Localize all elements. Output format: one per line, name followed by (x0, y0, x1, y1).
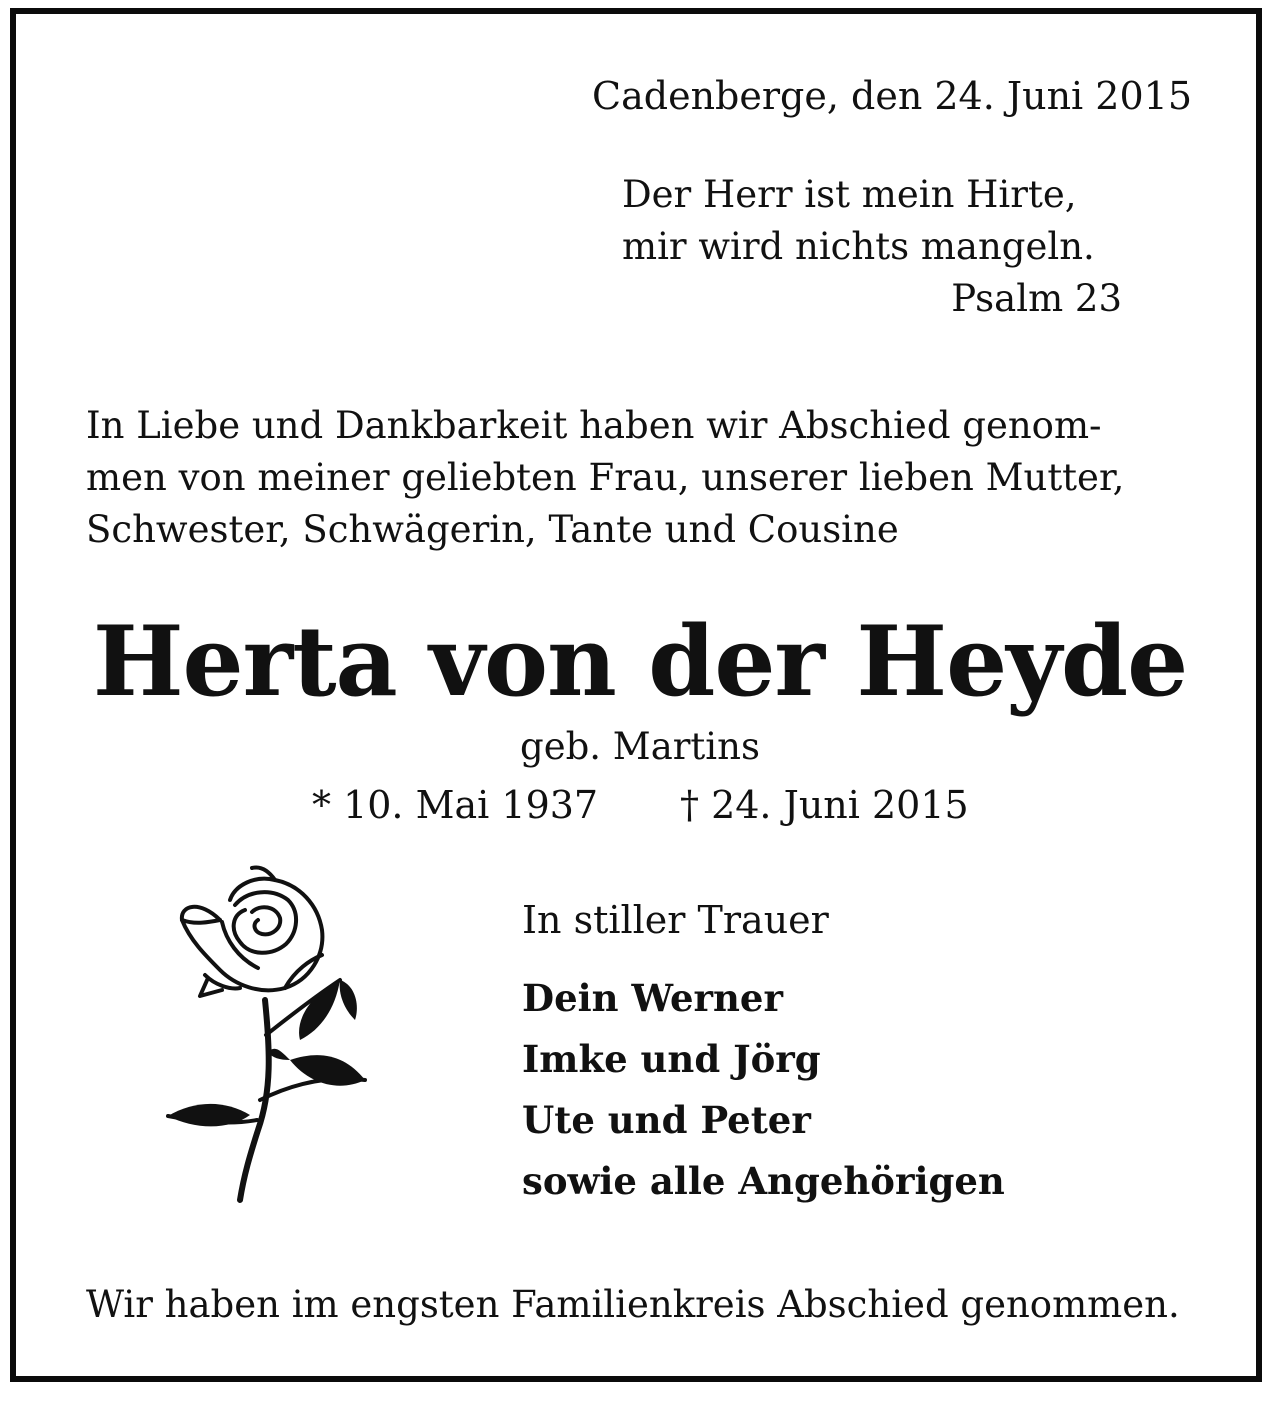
maiden-name: geb. Martins (520, 725, 760, 768)
mourning-label: In stiller Trauer (522, 898, 829, 942)
death-date: † 24. Juni 2015 (680, 783, 969, 827)
verse-line-2: mir wird nichts mangeln. (622, 225, 1095, 268)
intro-line-2: men von meiner geliebten Frau, unserer lieben Mutter, (86, 456, 1125, 499)
intro-line-3: Schwester, Schwägerin, Tante und Cousine (86, 508, 899, 551)
intro-text (86, 400, 1196, 556)
rose-icon (160, 860, 390, 1210)
family-list (522, 968, 1005, 1212)
family-member: Dein Werner (522, 976, 783, 1020)
place-date: Cadenberge, den 24. Juni 2015 (592, 74, 1192, 118)
family-member: Ute und Peter (522, 1098, 811, 1142)
verse-reference: Psalm 23 (951, 277, 1122, 320)
family-member: Imke und Jörg (522, 1037, 821, 1081)
intro-line-1: In Liebe und Dankbarkeit haben wir Abschied genom- (86, 404, 1102, 447)
deceased-name: Herta von der Heyde (92, 605, 1188, 718)
verse-line-1: Der Herr ist mein Hirte, (622, 173, 1077, 216)
bible-verse (622, 169, 1142, 325)
closing-statement: Wir haben im engsten Familienkreis Abschied genommen. (86, 1283, 1180, 1326)
family-member: sowie alle Angehörigen (522, 1159, 1005, 1203)
birth-date: * 10. Mai 1937 (312, 783, 599, 827)
